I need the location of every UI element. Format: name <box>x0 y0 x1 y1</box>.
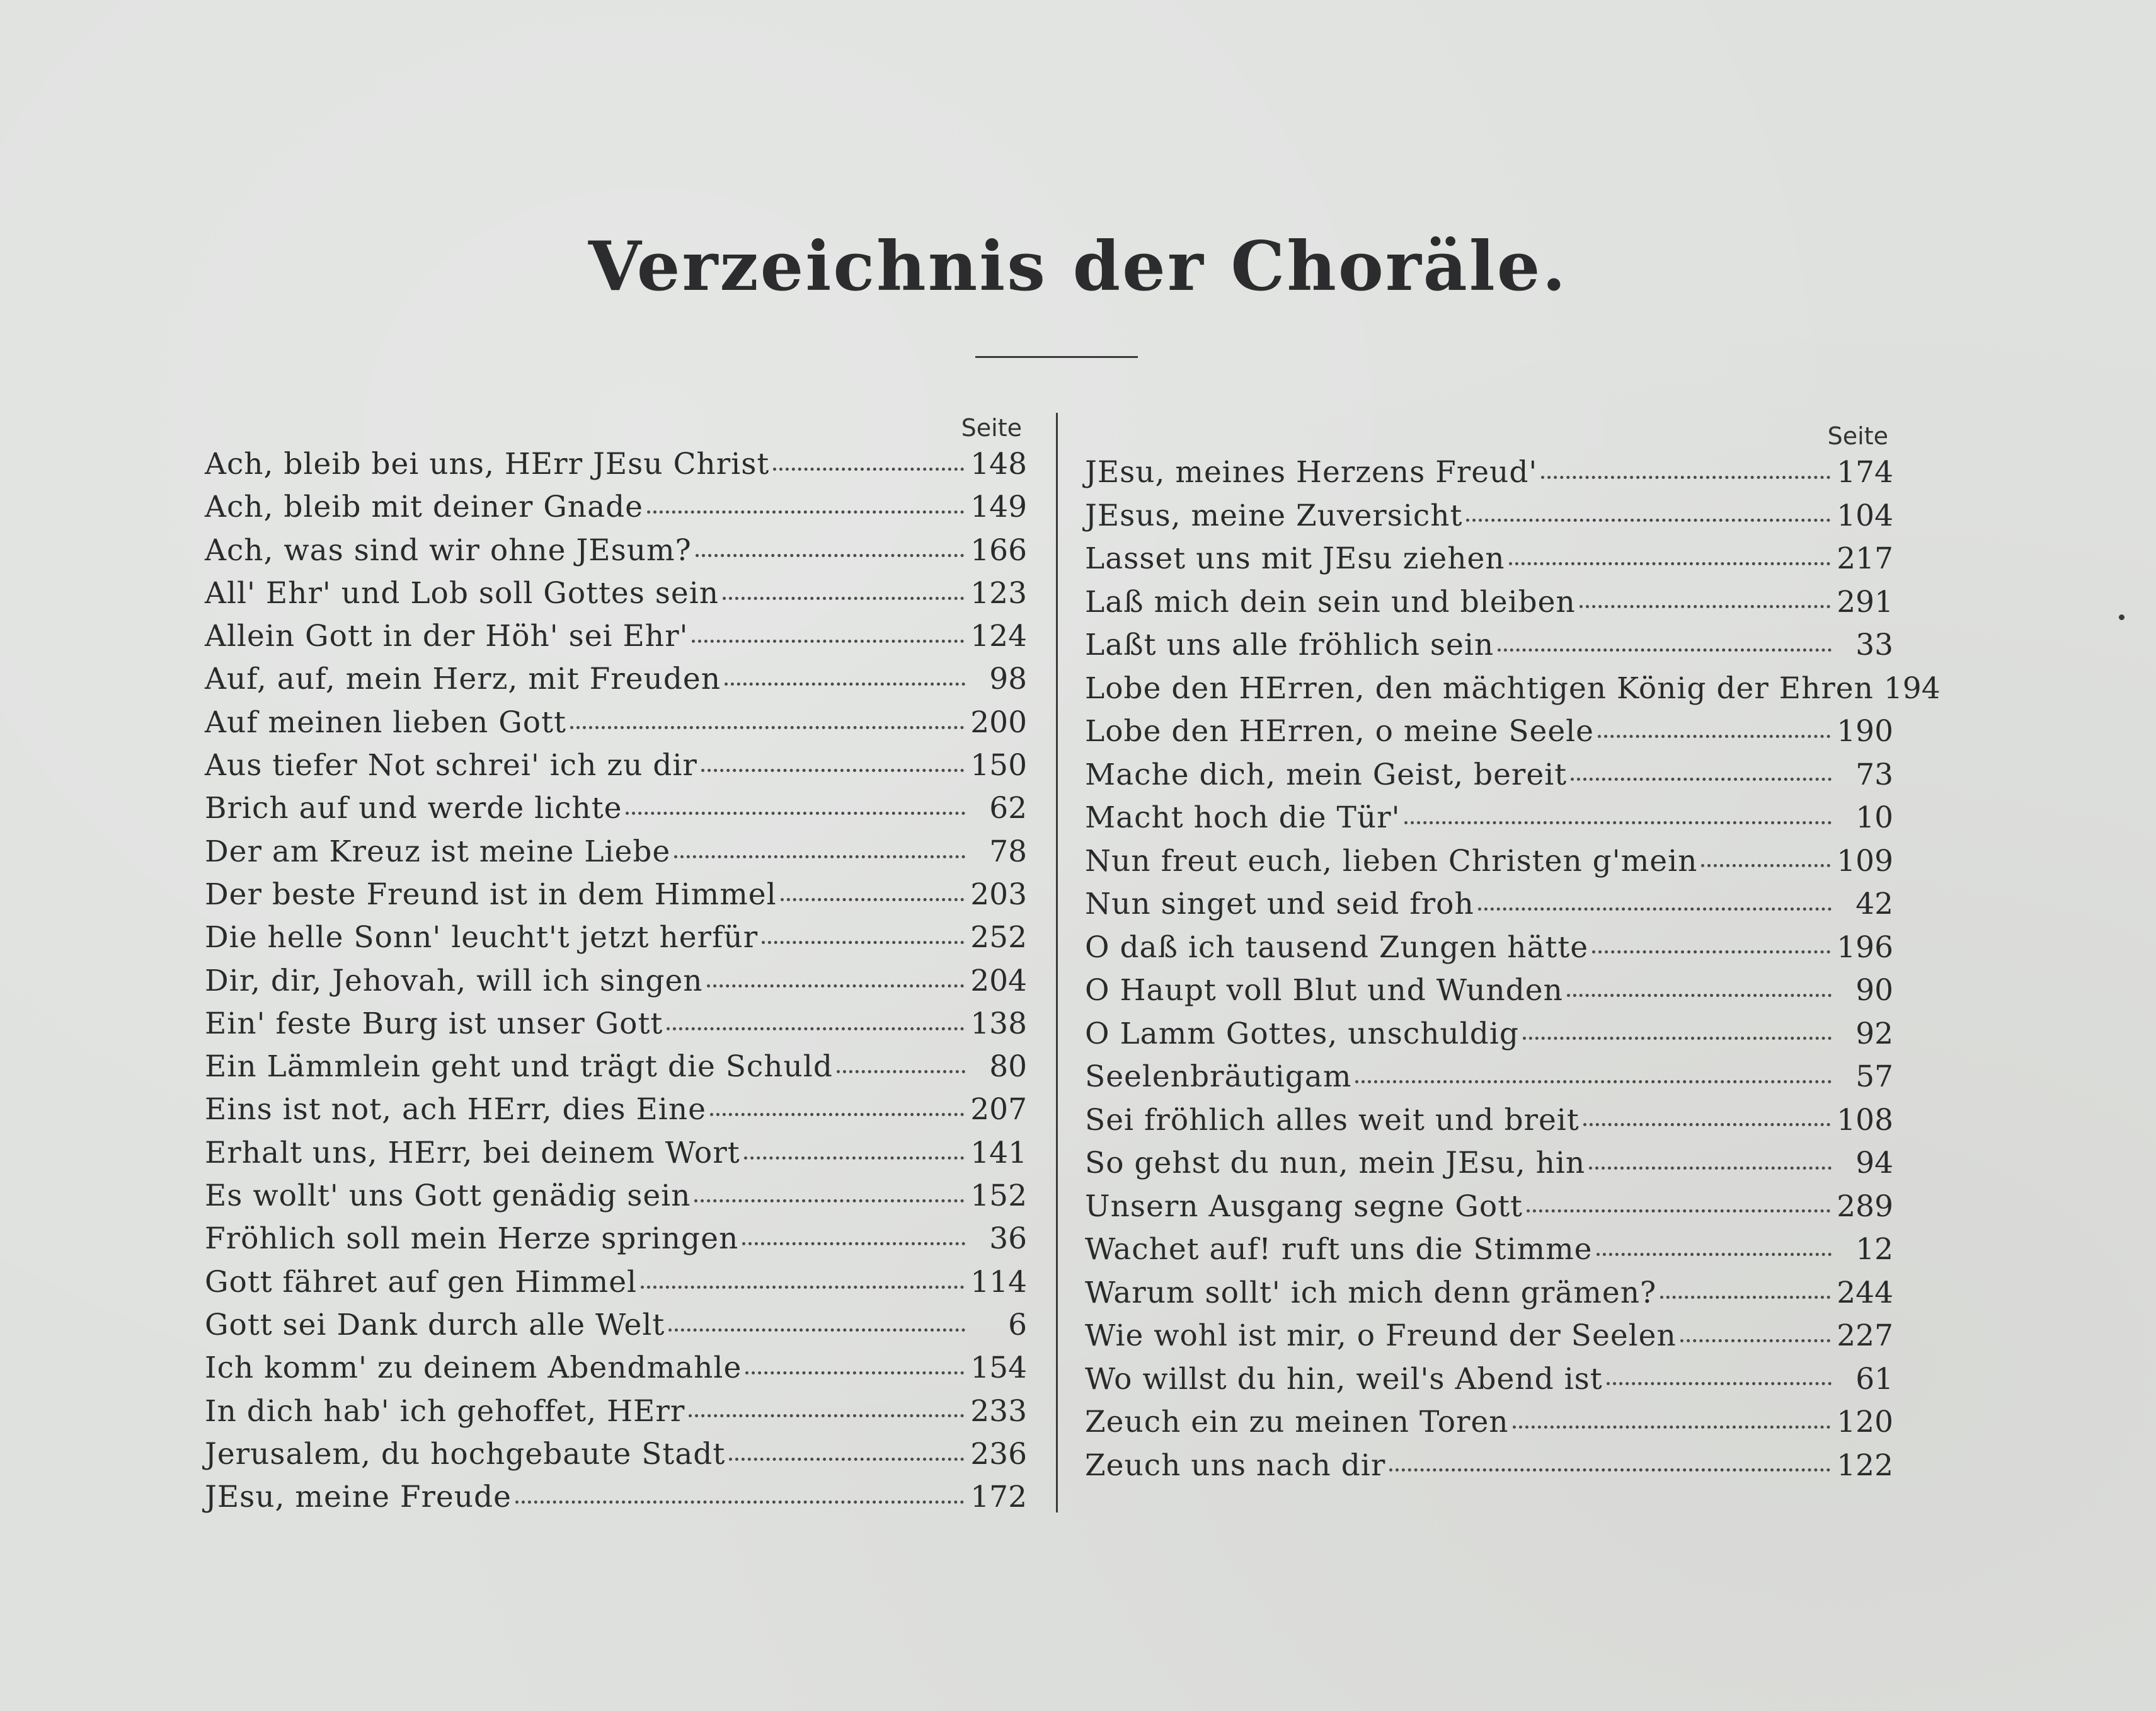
toc-entry <box>205 916 1027 959</box>
dot-leader <box>626 789 965 819</box>
toc-entry <box>1085 710 1893 754</box>
chorale-title: Ein Lämmlein geht und trägt die Schuld <box>205 1049 833 1085</box>
chorale-title: Brich auf und werde lichte <box>205 791 622 826</box>
chorale-title: Lobe den HErren, den mächtigen König der Ehren <box>1085 671 1874 706</box>
toc-entry <box>205 1132 1027 1175</box>
chorale-title: Auf, auf, mein Herz, mit Freuden <box>205 662 721 697</box>
toc-entry <box>205 1347 1027 1390</box>
chorale-title: Wachet auf! ruft uns die Stimme <box>1085 1232 1593 1267</box>
chorale-title: O Haupt voll Blut und Wunden <box>1085 973 1563 1008</box>
chorale-title: Ich komm' zu deinem Abendmahle <box>205 1351 742 1386</box>
page-number: 122 <box>1837 1448 1893 1483</box>
page-number: 108 <box>1837 1102 1893 1138</box>
chorale-title: Es wollt' uns Gott genädig sein <box>205 1178 691 1214</box>
toc-entry <box>205 572 1027 615</box>
dot-leader <box>1523 1014 1832 1044</box>
dot-leader <box>674 832 965 862</box>
dot-leader <box>1589 1144 1832 1173</box>
dot-leader <box>1607 1359 1832 1389</box>
right-entry-list <box>1085 451 1941 1487</box>
chorale-title: Laß mich dein sein und bleiben <box>1085 584 1576 619</box>
toc-entry <box>205 1175 1027 1218</box>
chorale-title: Die helle Sonn' leucht't jetzt herfür <box>205 920 759 955</box>
page-number: 109 <box>1837 843 1893 879</box>
page-number: 124 <box>970 619 1027 654</box>
title-underline <box>975 356 1138 358</box>
toc-entry <box>1085 1056 1893 1099</box>
toc-entry <box>205 1003 1027 1046</box>
dot-leader <box>1571 755 1832 785</box>
chorale-title: Wie wohl ist mir, o Freund der Seelen <box>1085 1318 1677 1353</box>
dot-leader <box>689 1391 964 1421</box>
page-number: 152 <box>970 1178 1027 1214</box>
chorale-title: Mache dich, mein Geist, bereit <box>1085 757 1568 792</box>
chorale-title: Aus tiefer Not schrei' ich zu dir <box>205 748 697 783</box>
toc-entry <box>1085 840 1893 884</box>
paper-speck <box>2119 614 2124 620</box>
page-number: 94 <box>1855 1146 1893 1180</box>
dot-leader <box>641 1263 964 1293</box>
page-number: 204 <box>970 963 1027 998</box>
dot-leader <box>707 962 965 991</box>
toc-entry <box>1085 1099 1893 1143</box>
chorale-title: Dir, dir, Jehovah, will ich singen <box>205 963 703 998</box>
page-title: Verzeichnis der Choräle. <box>588 227 1568 306</box>
toc-entry <box>1085 581 1893 625</box>
dot-leader <box>701 746 964 776</box>
chorale-title: All' Ehr' und Lob soll Gottes sein <box>205 575 720 611</box>
dot-leader <box>668 1306 965 1335</box>
toc-entry <box>205 787 1027 830</box>
toc-entry <box>205 658 1027 701</box>
chorale-title: Macht hoch die Tür' <box>1085 800 1401 835</box>
page-number: 73 <box>1855 757 1893 792</box>
page-number: 196 <box>1837 930 1893 965</box>
toc-entry <box>205 1476 1027 1519</box>
dot-leader <box>1389 1446 1830 1475</box>
dot-leader <box>1597 1230 1832 1260</box>
dot-leader <box>781 875 965 905</box>
chorale-title: Erhalt uns, HErr, bei deinem Wort <box>205 1135 740 1170</box>
chorale-title: JEsus, meine Zuversicht <box>1085 498 1463 533</box>
page-number: 207 <box>970 1092 1027 1127</box>
page-number: 33 <box>1855 628 1893 662</box>
left-column <box>205 413 1027 1519</box>
dot-leader <box>745 1349 964 1378</box>
page-number: 233 <box>970 1393 1027 1429</box>
toc-entry <box>1085 1315 1893 1358</box>
toc-entry <box>205 1261 1027 1304</box>
chorale-title: Allein Gott in der Höh' sei Ehr' <box>205 619 689 654</box>
page-number: 200 <box>970 705 1027 740</box>
toc-entry <box>205 873 1027 916</box>
dot-leader <box>1509 539 1831 569</box>
toc-entry <box>1085 969 1893 1013</box>
page-number: 203 <box>970 877 1027 912</box>
dot-leader <box>692 617 964 647</box>
toc-entry <box>205 615 1027 658</box>
column-divider <box>1056 413 1058 1512</box>
dot-leader <box>1580 582 1831 612</box>
toc-entry <box>1085 1272 1893 1315</box>
dot-leader <box>647 488 964 517</box>
dot-leader <box>1355 1057 1832 1087</box>
chorale-title: Gott sei Dank durch alle Welt <box>205 1307 665 1342</box>
toc-entry <box>1085 667 1941 711</box>
toc-entry <box>205 1218 1027 1260</box>
page-number: 6 <box>1008 1307 1027 1342</box>
dot-leader <box>744 1134 965 1163</box>
dot-leader <box>1466 496 1830 526</box>
toc-entry <box>1085 1142 1893 1185</box>
chorale-title: Sei fröhlich alles weit und breit <box>1085 1102 1580 1138</box>
toc-entry <box>1085 883 1893 926</box>
dot-leader <box>1541 453 1830 483</box>
toc-entry <box>1085 538 1893 581</box>
chorale-title: Warum sollt' ich mich denn grämen? <box>1085 1275 1657 1310</box>
dot-leader <box>1527 1187 1830 1216</box>
toc-entry <box>205 744 1027 787</box>
chorale-title: JEsu, meine Freude <box>205 1480 512 1515</box>
chorale-title: Ach, was sind wir ohne JEsum? <box>205 533 692 568</box>
toc-entry <box>1085 1228 1893 1272</box>
chorale-title: Ach, bleib mit deiner Gnade <box>205 490 643 525</box>
page-number: 12 <box>1855 1232 1893 1267</box>
dot-leader <box>1680 1316 1831 1346</box>
toc-entry <box>1085 1013 1893 1056</box>
page-number: 62 <box>989 791 1027 826</box>
page-number: 227 <box>1837 1318 1893 1353</box>
toc-entry <box>205 486 1027 529</box>
page-number: 98 <box>989 662 1027 697</box>
page-number: 57 <box>1855 1059 1893 1094</box>
page-number: 120 <box>1837 1405 1893 1439</box>
page-number: 148 <box>970 447 1027 481</box>
chorale-title: Lobe den HErren, o meine Seele <box>1085 714 1595 749</box>
page-number: 149 <box>970 490 1027 525</box>
dot-leader <box>694 1177 964 1206</box>
chorale-title: O daß ich tausend Zungen hätte <box>1085 930 1589 965</box>
chorale-title: So gehst du nun, mein JEsu, hin <box>1085 1146 1586 1180</box>
dot-leader <box>1498 626 1832 655</box>
toc-entry <box>1085 797 1893 840</box>
page-number: 104 <box>1837 498 1893 533</box>
dot-leader <box>515 1478 964 1507</box>
chorale-title: Lasset uns mit JEsu ziehen <box>1085 541 1505 576</box>
toc-entry <box>1085 1401 1893 1444</box>
toc-entry <box>1085 1185 1893 1229</box>
toc-entry <box>205 1088 1027 1131</box>
left-seite-label: Seite <box>961 414 1022 442</box>
toc-entry <box>1085 926 1893 970</box>
right-column <box>1085 421 1941 1487</box>
chorale-title: Nun freut euch, lieben Christen g'mein <box>1085 843 1698 879</box>
toc-entry <box>205 701 1027 744</box>
chorale-title: JEsu, meines Herzens Freud' <box>1085 455 1538 490</box>
chorale-title: Der am Kreuz ist meine Liebe <box>205 834 671 869</box>
dot-leader <box>1478 885 1832 914</box>
chorale-title: O Lamm Gottes, unschuldig <box>1085 1016 1519 1051</box>
toc-entry <box>205 1433 1027 1476</box>
page-number: 172 <box>970 1480 1027 1515</box>
page-number: 78 <box>989 834 1027 869</box>
dot-leader <box>667 1005 964 1034</box>
chorale-title: Der beste Freund ist in dem Himmel <box>205 877 777 912</box>
dot-leader <box>696 531 965 561</box>
dot-leader <box>1513 1403 1831 1432</box>
dot-leader <box>1567 971 1832 1001</box>
dot-leader <box>710 1090 964 1120</box>
page-number: 174 <box>1837 455 1893 490</box>
page-number: 236 <box>970 1436 1027 1472</box>
page-number: 61 <box>1855 1361 1893 1397</box>
chorale-title: Zeuch ein zu meinen Toren <box>1085 1405 1509 1439</box>
dot-leader <box>1592 928 1830 957</box>
toc-entry <box>205 529 1027 572</box>
page-number: 289 <box>1837 1189 1893 1224</box>
toc-entry <box>205 1390 1027 1433</box>
page-number: 252 <box>970 920 1027 955</box>
dot-leader <box>723 574 964 604</box>
toc-entry <box>1085 495 1893 538</box>
chorale-title: Unsern Ausgang segne Gott <box>1085 1189 1523 1224</box>
page-number: 42 <box>1855 887 1893 921</box>
chorale-title: Seelenbräutigam <box>1085 1059 1352 1094</box>
dot-leader <box>742 1219 965 1249</box>
right-seite-label: Seite <box>1827 422 1888 450</box>
page-number: 138 <box>970 1006 1027 1041</box>
page-number: 10 <box>1855 800 1893 835</box>
chorale-title: Ach, bleib bei uns, HErr JEsu Christ <box>205 447 770 481</box>
left-entry-list <box>205 443 1027 1519</box>
dot-leader <box>762 918 964 948</box>
page-number: 141 <box>970 1135 1027 1170</box>
chorale-title: Nun singet und seid froh <box>1085 887 1474 921</box>
toc-entry <box>1085 754 1893 797</box>
chorale-title: Ein' feste Burg ist unser Gott <box>205 1006 663 1041</box>
dot-leader <box>1660 1273 1830 1303</box>
page-number: 166 <box>970 533 1027 568</box>
chorale-title: Fröhlich soll mein Herze springen <box>205 1221 739 1257</box>
toc-entry <box>205 443 1027 486</box>
dot-leader <box>729 1435 964 1465</box>
chorale-title: Wo willst du hin, weil's Abend ist <box>1085 1361 1603 1397</box>
dot-leader <box>725 660 965 689</box>
page-number: 217 <box>1837 541 1893 576</box>
dot-leader <box>570 703 964 733</box>
page-number: 244 <box>1837 1275 1893 1310</box>
chorale-title: Jerusalem, du hochgebaute Stadt <box>205 1436 726 1472</box>
chorale-title: Zeuch uns nach dir <box>1085 1448 1386 1483</box>
chorale-title: Eins ist not, ach HErr, dies Eine <box>205 1092 706 1127</box>
toc-entry <box>205 1046 1027 1088</box>
chorale-title: Gott fähret auf gen Himmel <box>205 1264 638 1299</box>
page-number: 123 <box>970 575 1027 611</box>
dot-leader <box>1598 712 1830 742</box>
chorale-title: In dich hab' ich gehoffet, HErr <box>205 1393 685 1429</box>
page-number: 36 <box>989 1221 1027 1257</box>
toc-entry <box>1085 1444 1893 1488</box>
toc-entry <box>1085 624 1893 667</box>
dot-leader <box>1701 841 1830 871</box>
page-number: 154 <box>970 1351 1027 1386</box>
toc-entry <box>1085 1358 1893 1402</box>
dot-leader <box>1583 1100 1831 1130</box>
page-number: 291 <box>1837 584 1893 619</box>
toc-entry <box>205 1304 1027 1347</box>
toc-entry <box>205 960 1027 1003</box>
page-number: 114 <box>970 1264 1027 1299</box>
page-number: 90 <box>1855 973 1893 1008</box>
page-number: 92 <box>1855 1016 1893 1051</box>
page-number: 190 <box>1837 714 1893 749</box>
chorale-title: Laßt uns alle fröhlich sein <box>1085 628 1494 662</box>
dot-leader <box>1404 798 1832 828</box>
dot-leader <box>837 1047 965 1077</box>
chorale-title: Auf meinen lieben Gott <box>205 705 566 740</box>
page-number: 80 <box>989 1049 1027 1085</box>
toc-entry <box>1085 451 1893 495</box>
dot-leader <box>773 445 964 475</box>
page-number: 150 <box>970 748 1027 783</box>
toc-entry <box>205 831 1027 873</box>
page-number: 194 <box>1883 671 1941 706</box>
